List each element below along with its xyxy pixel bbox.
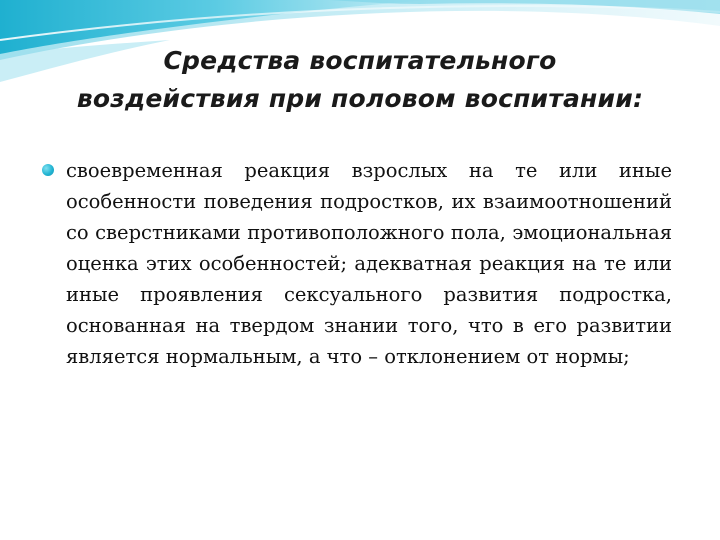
slide-bottom — [0, 534, 720, 540]
title-line-1: Средства воспитательного — [163, 46, 557, 75]
slide-title — [20, 42, 700, 118]
round-bullet-icon — [42, 164, 54, 176]
title-line-2: воздействия при половом воспитании: — [76, 84, 644, 113]
bullet-list — [40, 155, 672, 372]
bullet-text: своевременная реакция взрослых на те или иные особенности поведения подростков, их взаимоотношений со сверстниками противоположного пола, эмоциональная оценка этих особенностей; адекватная реакция на те или иные проявления сексуального развития подростка, основанная на твердом знании того, что в его развитии является нормальным, а что – отклонением от нормы; — [66, 159, 672, 368]
list-item — [40, 155, 672, 372]
